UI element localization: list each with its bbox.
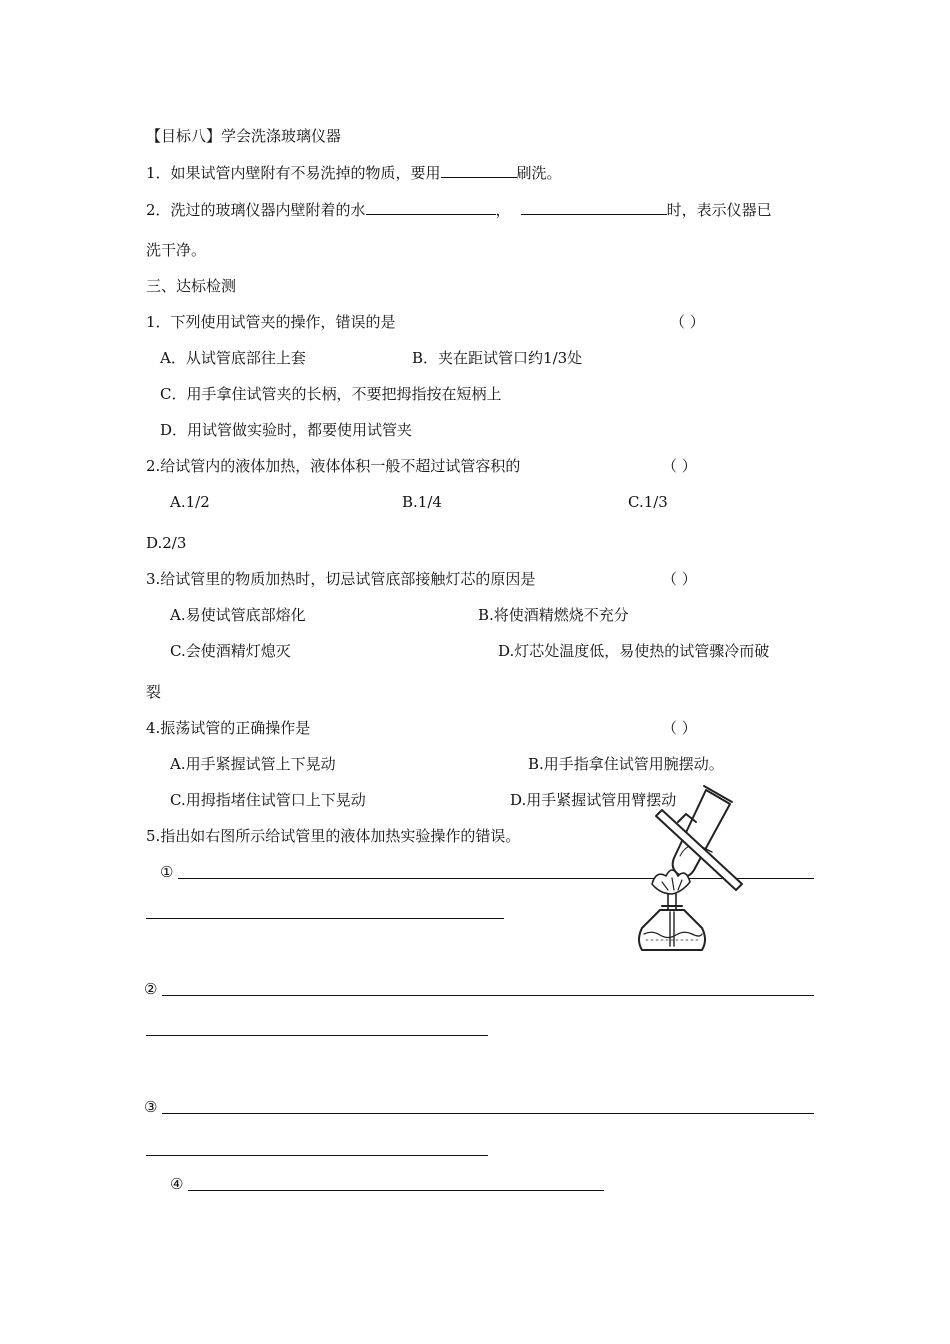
answer-blank[interactable] bbox=[441, 162, 517, 178]
answer-parenthesis[interactable]: （ ） bbox=[670, 313, 705, 331]
option-b[interactable]: B.用手指拿住试管用腕摆动。 bbox=[528, 755, 724, 773]
answer-blank[interactable] bbox=[521, 199, 667, 215]
answer-line-2-continued[interactable] bbox=[146, 1035, 488, 1036]
option-a[interactable]: A.易使试管底部熔化 bbox=[170, 606, 306, 624]
question-5-stem: 5.指出如右图所示给试管里的液体加热实验操作的错误。 bbox=[146, 827, 521, 845]
answer-line-3[interactable] bbox=[162, 1113, 814, 1114]
option-d[interactable]: D．用试管做实验时，都要使用试管夹 bbox=[160, 421, 413, 439]
question-1-stem: 1．下列使用试管夹的操作，错误的是 bbox=[146, 313, 396, 331]
goal-q2-comma: ， bbox=[495, 201, 511, 219]
section-title: 三、达标检测 bbox=[146, 277, 237, 295]
goal-q2-suffix: 时，表示仪器已 bbox=[666, 201, 772, 219]
option-b[interactable]: B．夹在距试管口约1/3处 bbox=[412, 349, 583, 367]
option-c[interactable]: C.会使酒精灯熄灭 bbox=[170, 642, 291, 660]
goal-question-2 bbox=[146, 199, 772, 220]
goal-q2-continuation: 洗干净。 bbox=[146, 241, 207, 259]
answer-line-2[interactable] bbox=[162, 995, 814, 996]
answer-line-3-continued[interactable] bbox=[146, 1155, 488, 1156]
goal-q1-suffix: 刷洗。 bbox=[516, 164, 562, 182]
option-c[interactable]: C.1/3 bbox=[628, 493, 668, 511]
option-d[interactable]: D.2/3 bbox=[146, 534, 187, 552]
option-a[interactable]: A.1/2 bbox=[170, 493, 210, 511]
answer-marker-1: ① bbox=[160, 863, 174, 881]
question-4-stem: 4.振荡试管的正确操作是 bbox=[146, 719, 311, 737]
answer-blank[interactable] bbox=[366, 199, 496, 215]
goal-q2-text: 2．洗过的玻璃仪器内壁附着的水 bbox=[146, 201, 366, 219]
answer-parenthesis[interactable]: （ ） bbox=[662, 457, 697, 475]
answer-marker-4: ④ bbox=[170, 1175, 184, 1193]
goal-heading: 【目标八】学会洗涤玻璃仪器 bbox=[146, 127, 342, 145]
answer-marker-3: ③ bbox=[144, 1098, 158, 1116]
answer-line-4[interactable] bbox=[188, 1190, 604, 1191]
answer-line-1-continued[interactable] bbox=[146, 918, 504, 919]
option-b[interactable]: B.1/4 bbox=[402, 493, 442, 511]
goal-q1-text: 1．如果试管内壁附有不易洗掉的物质，要用 bbox=[146, 164, 441, 182]
goal-question-1 bbox=[146, 162, 562, 183]
option-d-continuation: 裂 bbox=[146, 683, 162, 701]
alcohol-lamp-heating-test-tube-icon bbox=[632, 778, 752, 960]
option-d[interactable]: D.灯芯处温度低，易使热的试管骤冷而破 bbox=[498, 642, 770, 660]
option-c[interactable]: C．用手拿住试管夹的长柄，不要把拇指按在短柄上 bbox=[160, 385, 502, 403]
question-2-stem: 2.给试管内的液体加热，液体体积一般不超过试管容积的 bbox=[146, 457, 521, 475]
answer-parenthesis[interactable]: （ ） bbox=[662, 719, 697, 737]
option-b[interactable]: B.将使酒精燃烧不充分 bbox=[478, 606, 629, 624]
option-d[interactable]: D.用手紧握试管用臂摆动 bbox=[510, 791, 677, 809]
option-a[interactable]: A．从试管底部往上套 bbox=[160, 349, 306, 367]
answer-marker-2: ② bbox=[144, 980, 158, 998]
option-a[interactable]: A.用手紧握试管上下晃动 bbox=[170, 755, 336, 773]
question-3-stem: 3.给试管里的物质加热时，切忌试管底部接触灯芯的原因是 bbox=[146, 570, 536, 588]
answer-parenthesis[interactable]: （ ） bbox=[662, 570, 697, 588]
option-c[interactable]: C.用拇指堵住试管口上下晃动 bbox=[170, 791, 366, 809]
